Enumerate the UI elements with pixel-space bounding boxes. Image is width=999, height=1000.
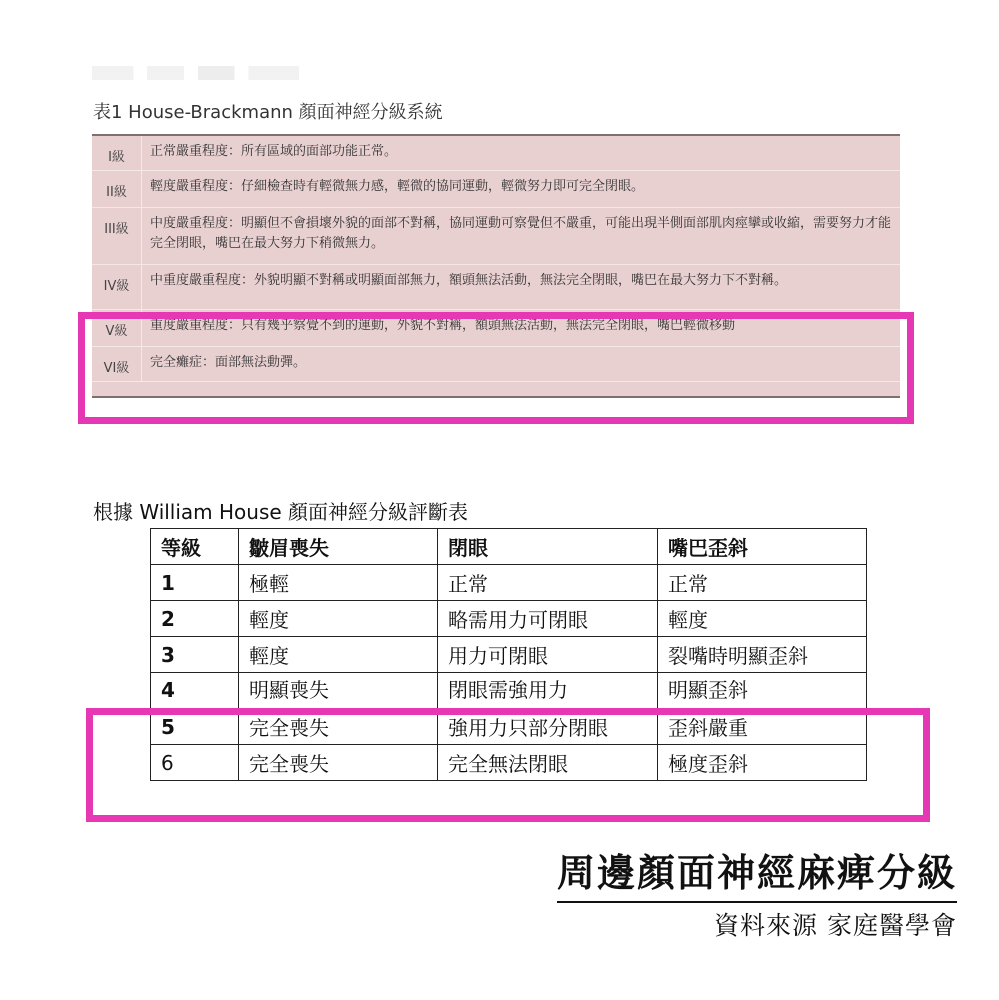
grade-cell: 4 xyxy=(151,673,239,709)
description-cell: 中重度嚴重程度：外貌明顯不對稱或明顯面部無力，額頭無法活動，無法完全閉眼，嘴巴在最大努力下不對稱。 xyxy=(150,273,788,288)
frown-cell: 完全喪失 xyxy=(239,745,438,781)
table-row xyxy=(151,709,867,745)
source-credit: 資料來源 家庭醫學會 xyxy=(714,911,957,940)
page-title: 周邊顏面神經麻痺分級 xyxy=(557,842,957,903)
frown-cell: 極輕 xyxy=(239,565,438,601)
mouth-cell: 歪斜嚴重 xyxy=(658,709,867,745)
table1-title: 表1 House-Brackmann 顏面神經分級系統 xyxy=(93,102,443,123)
eye-cell: 完全無法閉眼 xyxy=(438,745,658,781)
eye-cell: 閉眼需強用力 xyxy=(438,673,658,709)
grade-cell: III級 xyxy=(92,208,142,264)
header-grade: 等級 xyxy=(151,529,239,565)
grade-cell: 1 xyxy=(151,565,239,601)
eye-cell: 略需用力可閉眼 xyxy=(438,601,658,637)
mouth-cell: 極度歪斜 xyxy=(658,745,867,781)
grade-cell: 2 xyxy=(151,601,239,637)
table-row xyxy=(151,565,867,601)
grade-cell: 3 xyxy=(151,637,239,673)
header-frown-loss: 皺眉喪失 xyxy=(239,529,438,565)
frown-cell: 明顯喪失 xyxy=(239,673,438,709)
table1-row xyxy=(92,347,900,382)
eye-cell: 正常 xyxy=(438,565,658,601)
eye-cell: 強用力只部分閉眼 xyxy=(438,709,658,745)
frown-cell: 完全喪失 xyxy=(239,709,438,745)
description-cell: 完全癱症：面部無法動彈。 xyxy=(150,355,307,370)
description-cell: 重度嚴重程度：只有幾乎察覺不到的運動，外貌不對稱，額頭無法活動，無法完全閉眼，嘴巴輕微移動 xyxy=(150,318,736,333)
table1-row xyxy=(92,208,900,265)
description-cell: 輕度嚴重程度：仔細檢查時有輕微無力感，輕微的協同運動，輕微努力即可完全閉眼。 xyxy=(150,179,645,194)
description-cell: 中度嚴重程度：明顯但不會損壞外貌的面部不對稱，協同運動可察覺但不嚴重，可能出現半側面部肌肉痙攣或收縮，需要努力才能完全閉眼，嘴巴在最大努力下稍微無力。 xyxy=(150,216,892,251)
header-eye-closure: 閉眼 xyxy=(438,529,658,565)
grade-cell: V級 xyxy=(92,310,142,346)
mouth-cell: 正常 xyxy=(658,565,867,601)
table-header-row xyxy=(151,529,867,565)
table1-row xyxy=(92,171,900,208)
grade-cell: I級 xyxy=(92,136,142,170)
faded-header-remnant xyxy=(92,66,322,80)
table1-spacer-row xyxy=(92,382,900,396)
frown-cell: 輕度 xyxy=(239,637,438,673)
table2-caption: 根據 William House 顏面神經分級評斷表 xyxy=(93,500,469,524)
table1-row xyxy=(92,310,900,347)
grade-cell: II級 xyxy=(92,171,142,207)
mouth-cell: 裂嘴時明顯歪斜 xyxy=(658,637,867,673)
mouth-cell: 明顯歪斜 xyxy=(658,673,867,709)
table-row xyxy=(151,601,867,637)
william-house-table xyxy=(150,528,867,781)
grade-cell: 5 xyxy=(151,709,239,745)
table-row xyxy=(151,637,867,673)
grade-cell: 6 xyxy=(151,745,239,781)
table1-row xyxy=(92,136,900,171)
table-row xyxy=(151,745,867,781)
description-cell: 正常嚴重程度：所有區域的面部功能正常。 xyxy=(150,144,398,159)
header-mouth-deviation: 嘴巴歪斜 xyxy=(658,529,867,565)
table-row xyxy=(151,673,867,709)
house-brackmann-table xyxy=(92,134,900,398)
frown-cell: 輕度 xyxy=(239,601,438,637)
eye-cell: 用力可閉眼 xyxy=(438,637,658,673)
grade-cell: VI級 xyxy=(92,347,142,381)
grade-cell: IV級 xyxy=(92,265,142,309)
mouth-cell: 輕度 xyxy=(658,601,867,637)
table1-row xyxy=(92,265,900,310)
